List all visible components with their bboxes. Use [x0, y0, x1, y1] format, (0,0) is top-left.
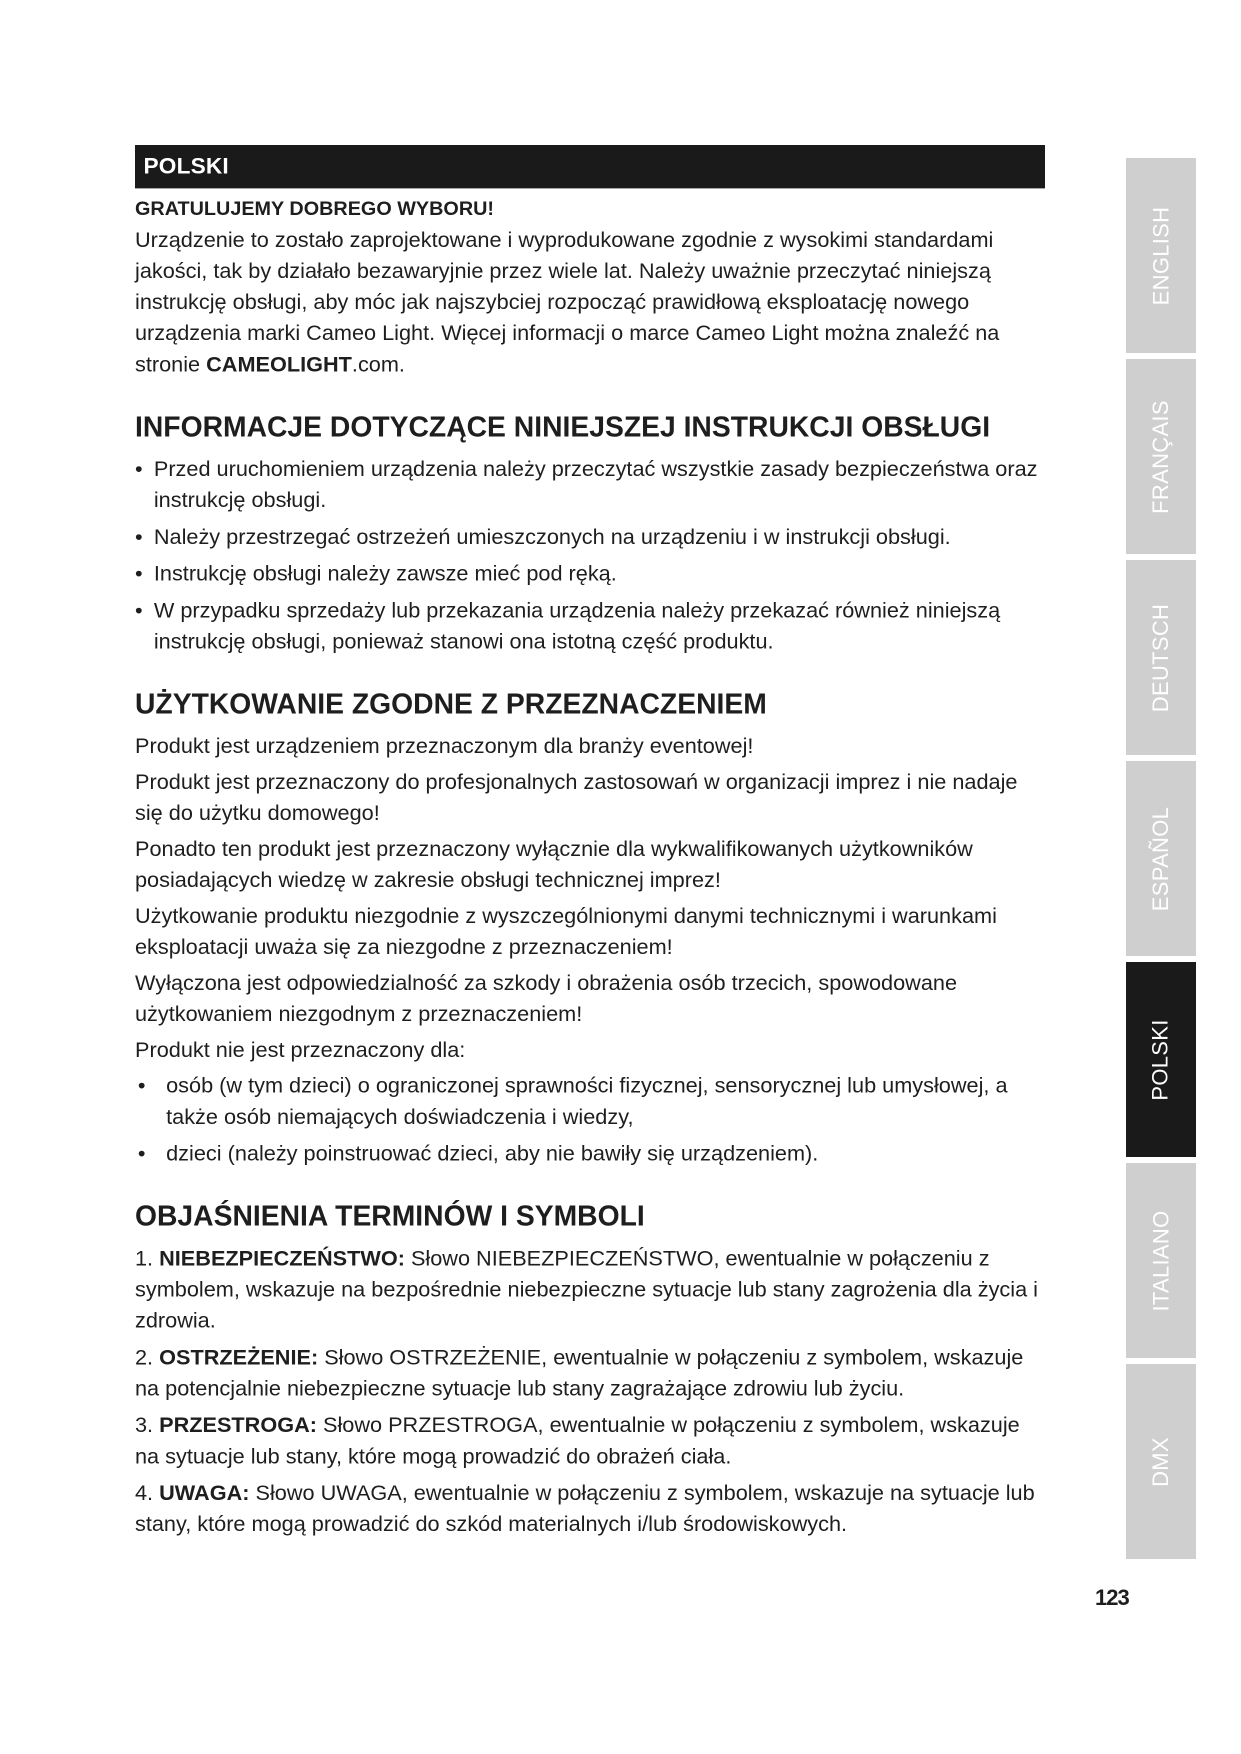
language-title: POLSKI [143, 153, 229, 179]
side-tab-label: ITALIANO [1148, 1209, 1174, 1312]
manual-info-list [135, 453, 1045, 657]
intended-use-paragraph: Produkt jest przeznaczony do profesjonalnych zastosowań w organizacji imprez i nie nadaje się do użytku domowego! [135, 769, 1018, 825]
term-name: OSTRZEŻENIE: [159, 1344, 319, 1370]
list-item: • Przed uruchomieniem urządzenia należy przeczytać wszystkie zasady bezpieczeństwa oraz instrukcję obsługi. [135, 453, 1045, 515]
side-tab-label: ESPAÑOL [1148, 806, 1173, 911]
term-name: NIEBEZPIECZEŃSTWO: [159, 1245, 405, 1270]
website-suffix: .com. [351, 351, 405, 377]
list-item: • dzieci (należy poinstruować dzieci, aby nie bawiły się urządzeniem). [135, 1138, 1045, 1169]
term-description: Słowo OSTRZEŻENIE, ewentualnie w połączeniu z symbolem, wskazuje na potencjalnie niebezpieczne sytuacje lub stany zagrażające zdrowiu lub życiu. [135, 1344, 1024, 1401]
term-description: Słowo UWAGA, ewentualnie w połączeniu z symbolem, wskazuje na sytuacje lub stany, które mogą prowadzić do szkód materialnych i/lub środowiskowych. [135, 1480, 1035, 1536]
intended-use-paragraph: Ponadto ten produkt jest przeznaczony wyłącznie dla wykwalifikowanych użytkowników posiadających wiedzę w zakresie obsługi technicznej imprez! [135, 836, 973, 892]
manual-info-heading: INFORMACJE DOTYCZĄCE NINIEJSZEJ INSTRUKCJI OBSŁUGI [135, 411, 991, 443]
term-item [135, 1342, 1045, 1404]
term-number: 1. [135, 1245, 154, 1270]
list-item: • osób (w tym dzieci) o ograniczonej sprawności fizycznej, sensorycznej lub umysłowej, a także osób niemających doświadczenia i wiedzy, [135, 1070, 1045, 1132]
side-tab-english[interactable] [1126, 158, 1196, 353]
term-item [135, 1410, 1045, 1472]
side-tab-italiano[interactable] [1126, 1163, 1196, 1358]
intended-use-paragraph: Wyłączona jest odpowiedzialność za szkody i obrażenia osób trzecich, spowodowane użytkowaniem niezgodnym z przeznaczeniem! [135, 970, 958, 1026]
intro-paragraph [135, 224, 1045, 380]
term-name: PRZESTROGA: [159, 1412, 317, 1437]
side-tab-label: POLSKI [1148, 1018, 1174, 1101]
term-name: UWAGA: [159, 1480, 250, 1505]
list-item: • Należy przestrzegać ostrzeżeń umieszczonych na urządzeniu i w instrukcji obsługi. [135, 521, 1045, 552]
term-description: Słowo NIEBEZPIECZEŃSTWO, ewentualnie w połączeniu z symbolem, wskazuje na bezpośrednie niebezpieczne sytuacje lub stany zagrożenia dla życia i zdrowia. [135, 1245, 1038, 1333]
list-item: • Instrukcję obsługi należy zawsze mieć pod ręką. [135, 558, 1045, 589]
side-tab-label: ENGLISH [1148, 206, 1173, 305]
term-number: 4. [135, 1480, 154, 1505]
intro-text: Urządzenie to zostało zaprojektowane i wyprodukowane zgodnie z wysokimi standardami jakości, tak by działało bezawaryjnie przez wiele lat. Należy uważnie przeczytać niniejszą instrukcję obsługi, aby móc jak najszybciej rozpocząć prawidłową eksploatację nowego urządzenia marki Cameo Light. Więcej informacji o marce Cameo Light można znaleźć na stronie [135, 227, 1000, 377]
side-tab-dmx[interactable] [1126, 1364, 1196, 1559]
term-item [135, 1477, 1045, 1539]
side-tab-label: FRANÇAIS [1148, 399, 1174, 514]
intended-use-text [135, 731, 1045, 1066]
side-tab-espanol[interactable] [1126, 761, 1196, 956]
intended-use-paragraph: Produkt nie jest przeznaczony dla: [135, 1037, 466, 1062]
terms-heading: OBJAŚNIENIA TERMINÓW I SYMBOLI [135, 1201, 645, 1233]
intended-use-heading: UŻYTKOWANIE ZGODNE Z PRZEZNACZENIEM [135, 689, 767, 721]
terms-list [135, 1243, 1045, 1540]
intended-use-paragraph: Produkt jest urządzeniem przeznaczonym dla branży eventowej! [135, 733, 754, 758]
term-description: Słowo PRZESTROGA, ewentualnie w połączeniu z symbolem, wskazuje na sytuacje lub stany, które mogą prowadzić do obrażeń ciała. [135, 1412, 1020, 1469]
term-number: 3. [135, 1412, 154, 1437]
list-item: • W przypadku sprzedaży lub przekazania urządzenia należy przekazać również niniejszą instrukcję obsługi, ponieważ stanowi ona istotną część produktu. [135, 595, 1045, 657]
side-tab-deutsch[interactable] [1126, 560, 1196, 755]
term-number: 2. [135, 1344, 154, 1370]
greeting-heading: GRATULUJEMY DOBREGO WYBORU! [135, 197, 495, 220]
side-tab-label: DMX [1147, 1436, 1173, 1487]
intended-use-paragraph: Użytkowanie produktu niezgodnie z wyszczególnionymi danymi technicznymi i warunkami eksploatacji uważa się za niezgodne z przeznaczeniem! [135, 903, 997, 959]
side-tab-francais[interactable] [1126, 359, 1196, 554]
term-item [135, 1243, 1045, 1336]
not-intended-for-list [135, 1070, 1045, 1169]
page-number: 123 [1095, 1585, 1129, 1610]
page-content [135, 145, 1045, 1545]
website-name: CAMEOLIGHT [206, 351, 352, 377]
side-tab-label: DEUTSCH [1148, 603, 1173, 712]
language-header-bar [135, 145, 1045, 188]
side-tab-polski[interactable] [1126, 962, 1196, 1157]
